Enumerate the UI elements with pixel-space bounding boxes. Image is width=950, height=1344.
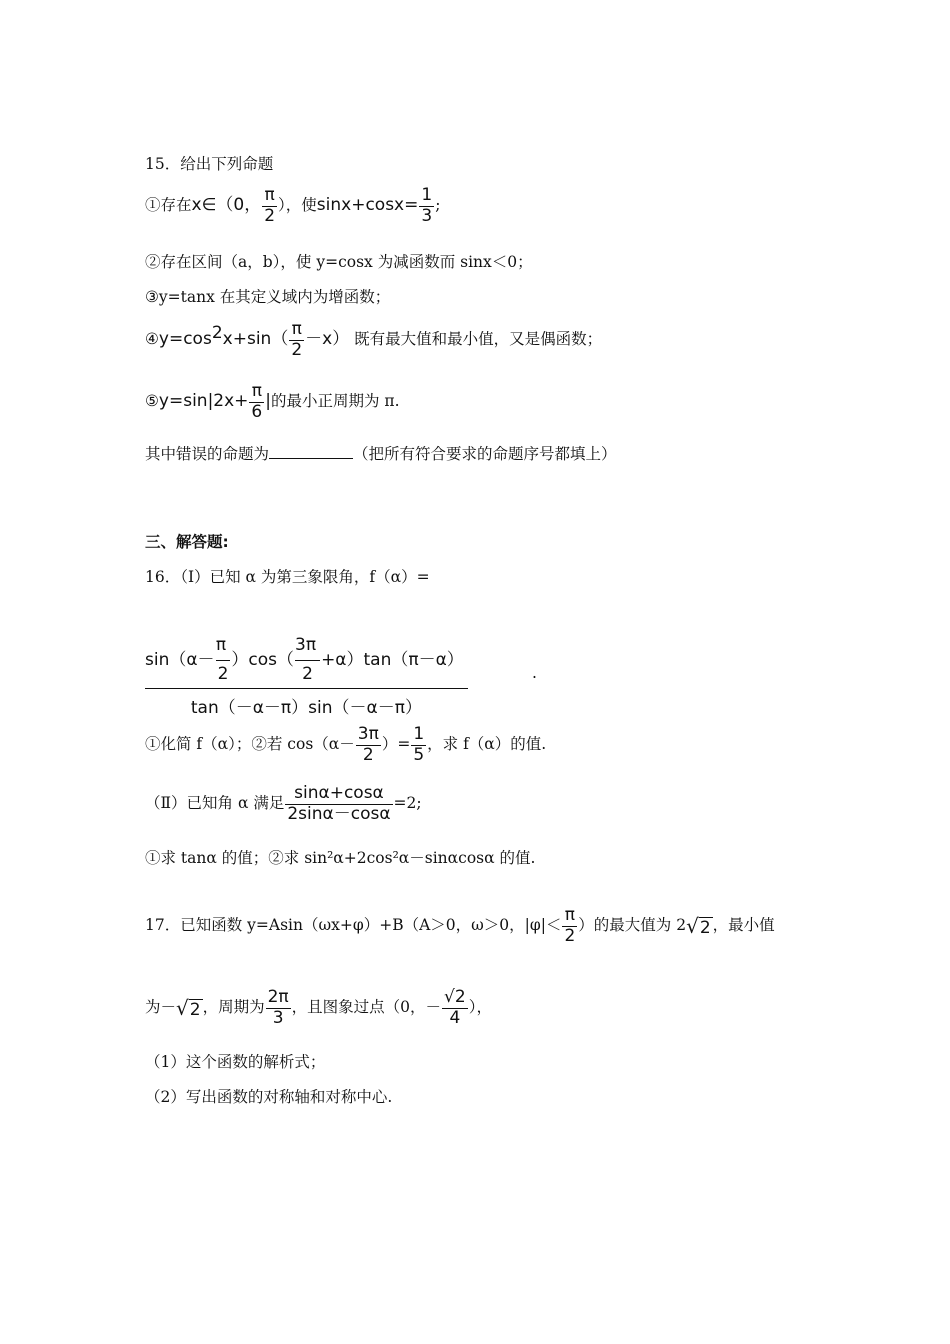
fraction: $\frac{1}{3}$	[421, 185, 433, 226]
q17-line2: 为－√2 ，周期为 $\frac{2\pi}{3}$ ，且图象过点（0，－ $\frac{√2}{4}$ ），	[145, 987, 492, 1028]
q16-part2-tasks: ①求 tanα 的值；②求 sin²α+2cos²α－sinαcosα 的值.	[145, 849, 536, 867]
q15-proposition-2: ②存在区间（a，b），使 y=cosx 为减函数而 sinx＜0；	[145, 253, 533, 271]
fraction: $\frac{\pi}{6}$	[251, 381, 263, 422]
fraction: $\frac{3\pi}{2}$	[295, 636, 320, 684]
q17-line1: 17．已知函数 y=Asin（ωx+φ）+B（A＞0，ω＞0，|φ|＜ $\frac{\pi}{2}$ ）的最大值为 2√2 ，最小值	[145, 905, 775, 946]
q16-part2-condition: （Ⅱ）已知角 α 满足 $\frac{\sin\alpha+\cos\alpha}{2\sin\alpha-\cos\alpha}$ =2;	[145, 783, 422, 824]
sqrt: √2	[176, 996, 201, 1021]
q16-intro: 16．（Ⅰ）已知 α 为第三象限角，f（α）=	[145, 568, 430, 586]
fraction: $\frac{\pi}{2}$	[291, 319, 303, 360]
fraction: $\frac{2\pi}{3}$	[267, 987, 289, 1028]
q16-period: .	[532, 664, 537, 682]
section-heading: 三、解答题:	[145, 533, 229, 551]
q17-item-1: （1）这个函数的解析式；	[145, 1053, 326, 1071]
answer-blank[interactable]	[269, 444, 353, 459]
q15-answer-line: 其中错误的命题为 （把所有符合要求的命题序号都填上）	[145, 445, 617, 463]
fraction: $\frac{√2}{4}$	[444, 987, 466, 1028]
q16-denominator: tan（－α－π）sin（－α－π）	[145, 688, 468, 718]
q17-item-2: （2）写出函数的对称轴和对称中心.	[145, 1088, 393, 1106]
q16-part1-tasks: ①化简 f（α）；②若 cos（α－ $\frac{3\pi}{2}$ ）= $\frac{1}{5}$ ，求 f（α）的值.	[145, 724, 547, 765]
fraction: $\frac{\pi}{2}$	[215, 635, 229, 684]
sqrt: √2	[686, 914, 711, 939]
fraction: $\frac{1}{5}$	[413, 724, 425, 765]
q15-proposition-4: $④y=\cos^2x+\sin$（ $\frac{\pi}{2}$ －x） 既有最大值和最小值，又是偶函数；	[145, 319, 603, 360]
fraction: $\frac{\pi}{2}$	[264, 185, 276, 226]
q16-numerator: sin（α－ $\frac{\pi}{2}$ ）cos（ $\frac{3\pi}{2}$ +α）tan（π－α）	[145, 635, 464, 684]
q16-function-fraction	[145, 636, 468, 718]
fraction: $\frac{3\pi}{2}$	[357, 724, 379, 765]
q15-title: 15．给出下列命题	[145, 155, 274, 173]
q15-proposition-1: ①存在x∈（0， $\frac{\pi}{2}$ ），使sinx+cosx= $\frac{1}{3}$ ;	[145, 185, 441, 226]
fraction: $\frac{\sin\alpha+\cos\alpha}{2\sin\alpha-\cos\alpha}$	[287, 783, 391, 824]
q15-proposition-5: ⑤y=sin|2x+ $\frac{\pi}{6}$ |的最小正周期为 π.	[145, 381, 400, 422]
q15-proposition-3: ③y=tanx 在其定义域内为增函数；	[145, 288, 391, 306]
fraction: $\frac{\pi}{2}$	[564, 905, 576, 946]
